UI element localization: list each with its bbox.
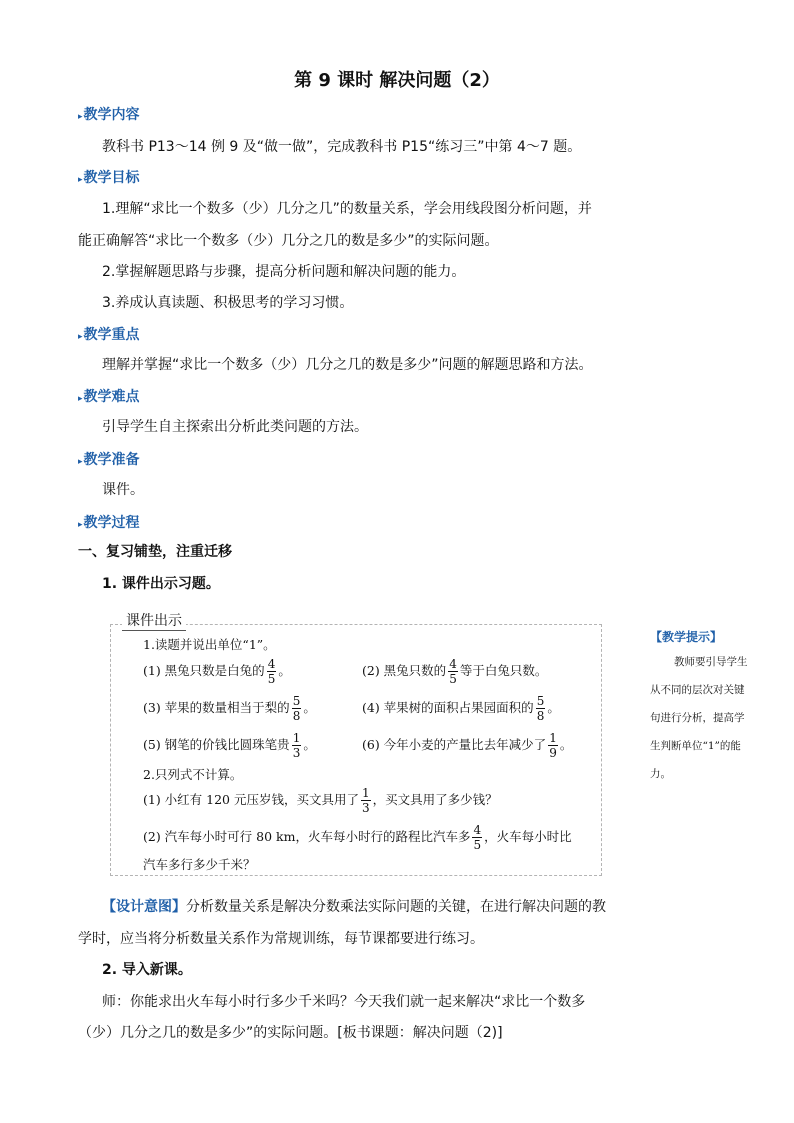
exercise-item: (6) 今年小麦的产量比去年减少了 $\frac{1}{9}$ 。: [362, 731, 573, 760]
exercise-item: (3) 苹果的数量相当于梨的 $\frac{5}{8}$ 。: [143, 694, 316, 723]
section-heading-process: ▸教学过程: [78, 515, 140, 531]
step-heading: 2. 导入新课。: [102, 962, 192, 978]
side-note-line: 力。: [650, 768, 671, 780]
courseware-label: 课件出示: [122, 610, 186, 631]
section-heading-goals: ▸教学目标: [78, 170, 140, 186]
exercise-item: (2) 黑兔只数的 $\frac{4}{5}$ 等于白兔只数。: [362, 657, 548, 686]
exercise-title: 2.只列式不计算。: [143, 767, 243, 782]
exercise-item-continued: 汽车多行多少千米？: [143, 857, 256, 872]
design-intent-line: 学时，应当将分析数量关系作为常规训练，每节课都要进行练习。: [78, 931, 484, 947]
difficulty-text: 引导学生自主探索出分析此类问题的方法。: [102, 419, 368, 435]
prep-text: 课件。: [102, 482, 144, 498]
design-intent-line: 【设计意图】分析数量关系是解决分数乘法实际问题的关键，在进行解决问题的教: [102, 899, 606, 915]
side-note-line: 句进行分析，提高学: [650, 712, 745, 724]
step-heading: 1. 课件出示习题。: [102, 576, 220, 592]
goal-line: 能正确解答“求比一个数多（少）几分之几的数是多少”的实际问题。: [78, 233, 499, 249]
section-heading-key: ▸教学重点: [78, 327, 140, 343]
side-note-line: 从不同的层次对关键: [650, 684, 745, 696]
side-note-line: 教师要引导学生: [674, 656, 748, 668]
page-title: 第 9 课时 解决问题（2）: [294, 70, 500, 91]
content-text: 教科书 P13～14 例 9 及“做一做”，完成教科书 P15“练习三”中第 4～7 题。: [102, 139, 582, 155]
exercise-item: (4) 苹果树的面积占果园面积的 $\frac{5}{8}$ 。: [362, 694, 560, 723]
teacher-line: （少）几分之几的数是多少”的实际问题。[板书课题：解决问题（2)]: [78, 1025, 503, 1041]
exercise-item: (5) 钢笔的价钱比圆珠笔贵 $\frac{1}{3}$ 。: [143, 731, 316, 760]
exercise-item: (1) 小红有 120 元压岁钱，买文具用了 $\frac{1}{3}$ ，买文具用了多少钱？: [143, 786, 498, 815]
goal-line: 2.掌握解题思路与步骤，提高分析问题和解决问题的能力。: [102, 264, 466, 280]
section-heading-difficulty: ▸教学难点: [78, 389, 140, 405]
section-heading-prep: ▸教学准备: [78, 452, 140, 468]
part-heading: 一、复习铺垫，注重迁移: [78, 544, 232, 560]
exercise-item: (1) 黑兔只数是白兔的 $\frac{4}{5}$ 。: [143, 657, 291, 686]
section-marker: ▸: [78, 112, 83, 122]
exercise-item: (2) 汽车每小时可行 80 km，火车每小时行的路程比汽车多 $\frac{4}{5}$ ，火车每小时比: [143, 823, 572, 852]
section-heading-content: ▸教学内容: [78, 107, 140, 123]
goal-line: 1.理解“求比一个数多（少）几分之几”的数量关系，学会用线段图分析问题，并: [102, 201, 592, 217]
goal-line: 3.养成认真读题、积极思考的学习习惯。: [102, 295, 354, 311]
design-intent-label: 【设计意图】: [102, 899, 186, 915]
side-note-line: 生判断单位“1”的能: [650, 740, 741, 752]
teacher-line: 师：你能求出火车每小时行多少千米吗？今天我们就一起来解决“求比一个数多: [102, 994, 586, 1010]
exercise-title: 1.读题并说出单位“1”。: [143, 637, 276, 652]
side-note-title: 【教学提示】: [650, 630, 723, 644]
key-text: 理解并掌握“求比一个数多（少）几分之几的数是多少”问题的解题思路和方法。: [102, 357, 593, 373]
